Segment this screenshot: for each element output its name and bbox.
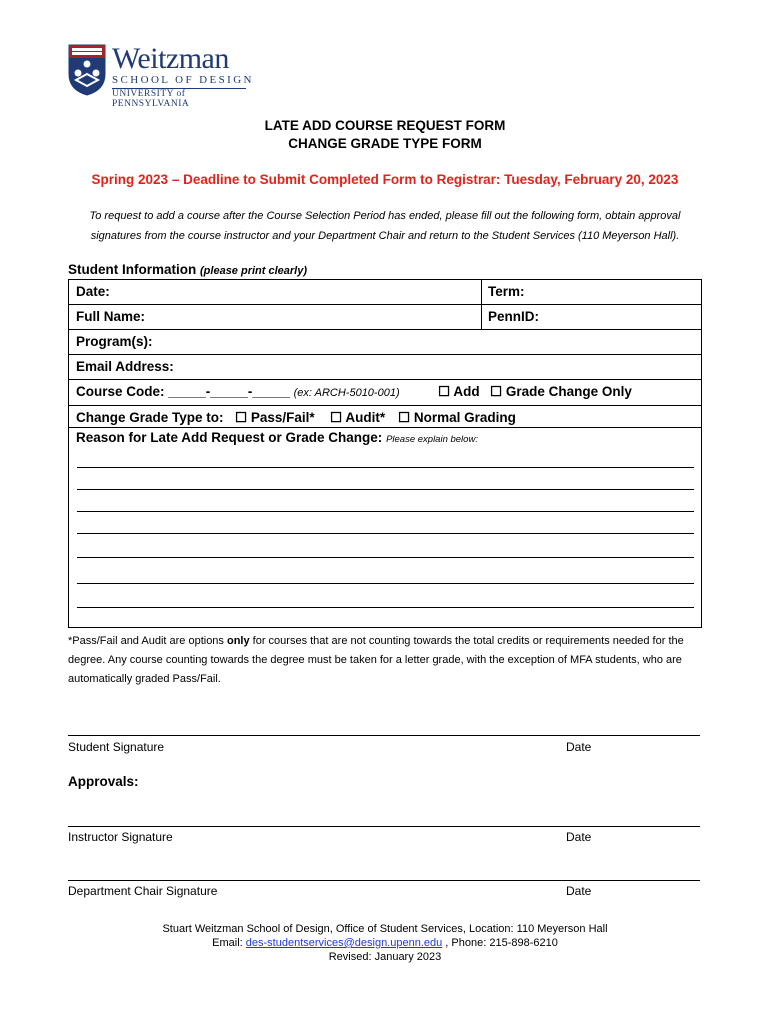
change-grade-type-label: Change Grade Type to: <box>76 410 224 425</box>
reason-label: Reason for Late Add Request or Grade Change: <box>76 430 383 445</box>
reason-line[interactable] <box>77 511 694 512</box>
chair-date-label: Date <box>566 884 592 898</box>
row-course-code <box>68 380 702 406</box>
note-emphasis: only <box>226 635 250 647</box>
row-programs <box>68 330 702 355</box>
footer-email-prefix: Email: <box>212 937 246 949</box>
footer-phone: , Phone: 215-898-6210 <box>442 937 558 949</box>
course-code-field[interactable] <box>76 384 400 399</box>
row-change-grade-type <box>68 406 702 428</box>
instructor-signature-line[interactable] <box>68 826 700 827</box>
form-title: LATE ADD COURSE REQUEST FORM <box>264 118 506 133</box>
reason-line[interactable] <box>77 557 694 558</box>
programs-field[interactable]: Program(s): <box>76 334 153 349</box>
pass-fail-checkbox[interactable]: ☐ Pass/Fail* <box>235 410 315 425</box>
logo-school: SCHOOL OF DESIGN <box>112 74 254 86</box>
instructor-date-label: Date <box>566 830 592 844</box>
course-code-label: Course Code: _____-_____-_____ <box>76 384 290 399</box>
term-field[interactable]: Term: <box>488 284 525 299</box>
reason-hint: Please explain below: <box>386 434 478 445</box>
student-info-heading <box>68 262 307 277</box>
note-text-continued: for courses that are not counting towards the total credits or requirements needed for the degree. Any course counting towards the degree must be taken for a letter grade, with the exception of MFA students, who are automatically graded Pass/Fail. <box>68 635 684 685</box>
footer-contact <box>0 937 770 949</box>
email-field[interactable]: Email Address: <box>76 359 174 374</box>
student-signature-line[interactable] <box>68 735 700 736</box>
student-date-label: Date <box>566 740 592 754</box>
footer-email-link[interactable]: des-studentservices@design.upenn.edu <box>245 937 443 949</box>
intro-text-line2: signatures from the course instructor and your Department Chair and return to the Student Services (110 Meyerson Hall). <box>90 230 680 242</box>
pennid-field[interactable]: PennID: <box>488 309 540 324</box>
add-checkbox[interactable]: ☐ Add <box>438 384 480 399</box>
normal-grading-checkbox[interactable]: ☐ Normal Grading <box>398 410 516 425</box>
deadline-notice: Spring 2023 – Deadline to Submit Completed Form to Registrar: Tuesday, February 20, 2023 <box>91 172 679 187</box>
pass-fail-note <box>68 632 708 689</box>
reason-line[interactable] <box>77 533 694 534</box>
weitzman-logo <box>68 42 258 109</box>
reason-line[interactable] <box>77 583 694 584</box>
chair-signature-label: Department Chair Signature <box>68 884 218 898</box>
reason-line[interactable] <box>77 489 694 490</box>
approvals-heading: Approvals: <box>68 774 139 789</box>
student-info-note: (please print clearly) <box>200 265 308 277</box>
course-code-example: (ex: ARCH-5010-001) <box>293 387 400 399</box>
row-reason <box>68 428 702 628</box>
reason-line[interactable] <box>77 467 694 468</box>
penn-shield-icon <box>68 44 106 96</box>
chair-signature-line[interactable] <box>68 880 700 881</box>
logo-university: UNIVERSITY of PENNSYLVANIA <box>112 89 190 109</box>
note-text: *Pass/Fail and Audit are options <box>68 635 227 647</box>
row-date-term <box>68 279 702 305</box>
footer-revised: Revised: January 2023 <box>328 951 442 963</box>
reason-line[interactable] <box>77 607 694 608</box>
instructor-signature-label: Instructor Signature <box>68 830 173 844</box>
column-divider <box>481 305 482 329</box>
full-name-field[interactable]: Full Name: <box>76 309 146 324</box>
row-name-pennid <box>68 305 702 330</box>
form-subtitle: CHANGE GRADE TYPE FORM <box>288 136 482 151</box>
intro-text-line1: To request to add a course after the Course Selection Period has ended, please fill out the following form, obtain approval <box>89 210 681 222</box>
date-field[interactable]: Date: <box>76 284 110 299</box>
column-divider <box>481 280 482 304</box>
grade-change-only-checkbox[interactable]: ☐ Grade Change Only <box>490 384 632 399</box>
logo-name: Weitzman <box>112 42 229 75</box>
student-signature-label: Student Signature <box>68 740 165 754</box>
student-info-title: Student Information <box>68 262 197 277</box>
row-email <box>68 355 702 380</box>
reason-label-wrap <box>76 430 478 445</box>
audit-checkbox[interactable]: ☐ Audit* <box>330 410 386 425</box>
footer-address: Stuart Weitzman School of Design, Office of Student Services, Location: 110 Meyerson Hall <box>162 923 608 935</box>
